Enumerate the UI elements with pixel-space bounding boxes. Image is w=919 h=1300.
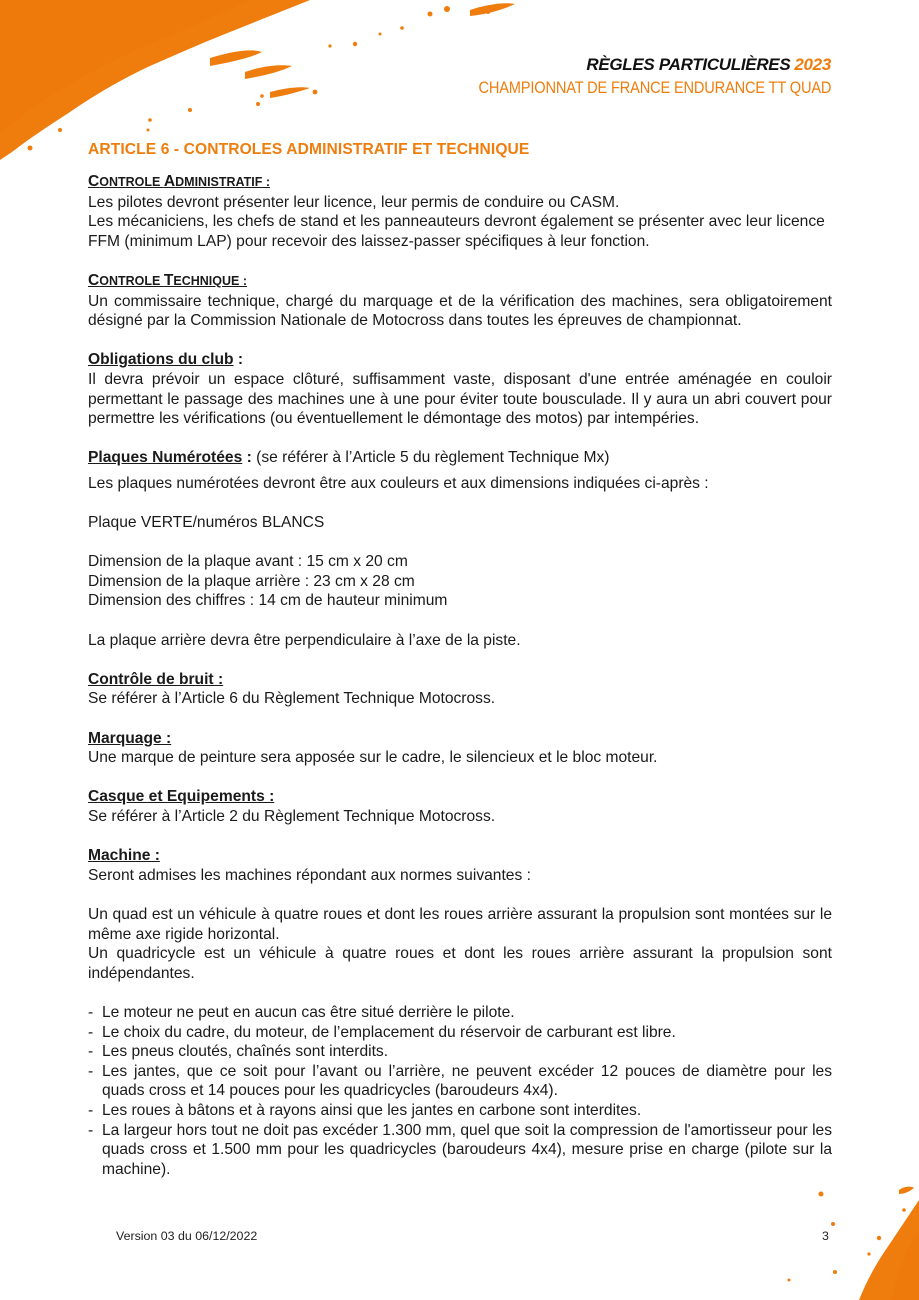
dimension-line: Dimension de la plaque arrière : 23 cm x 28 cm	[88, 572, 415, 590]
section-number-plates	[88, 448, 832, 650]
section-heading: Casque et Equipements :	[88, 788, 275, 806]
section-machine	[88, 846, 832, 1179]
section-heading: Obligations du club :	[88, 351, 244, 369]
paragraph: Un quadricycle est un véhicule à quatre roues et dont les roues arrière assurant la propulsion sont indépendantes.	[88, 945, 832, 982]
section-heading: Machine :	[88, 847, 160, 865]
section-marking	[88, 729, 832, 768]
list-item: - La largeur hors tout ne doit pas excéder 1.300 mm, quel que soit la compression de l'amortisseur pour les quads cross et 1.500 mm pour les quadricycles (baroudeurs 4x4), mesure prise en charge (pilote sur la machine).	[88, 1121, 832, 1180]
footer-page-number: 3	[822, 1229, 829, 1243]
article-body	[88, 172, 832, 1179]
paragraph: Plaque VERTE/numéros BLANCS	[88, 514, 325, 532]
list-item: - Le moteur ne peut en aucun cas être situé derrière le pilote.	[88, 1003, 832, 1023]
dimension-line: Dimension de la plaque avant : 15 cm x 20 cm	[88, 553, 408, 571]
section-tech-control	[88, 271, 832, 331]
list-item: - Les pneus cloutés, chaînés sont interdits.	[88, 1042, 832, 1062]
paragraph: Il devra prévoir un espace clôturé, suffisamment vaste, disposant d'une entrée aménagée en couloir permettant le passage des machines une à une pour éviter toute bousculade. Il y aura un abri couvert pour permettre les vérifications (ou éventuellement le démontage des motos) par intempéries.	[88, 370, 832, 428]
section-admin-control	[88, 172, 832, 251]
paragraph: Les plaques numérotées devront être aux couleurs et aux dimensions indiquées ci-après :	[88, 474, 709, 492]
list-item: - Le choix du cadre, du moteur, de l’emplacement du réservoir de carburant est libre.	[88, 1023, 832, 1043]
orange-splash-decoration-bottom	[749, 1180, 919, 1300]
dimension-line: Dimension des chiffres : 14 cm de hauteur minimum	[88, 592, 448, 610]
section-heading: CONTROLE TECHNIQUE :	[88, 271, 248, 289]
header-title	[421, 54, 831, 76]
article-title: ARTICLE 6 - CONTROLES ADMINISTRATIF ET TECHNIQUE	[88, 141, 530, 158]
header-subtitle: CHAMPIONNAT DE FRANCE ENDURANCE TT QUAD	[478, 78, 831, 97]
footer-version: Version 03 du 06/12/2022	[116, 1229, 258, 1243]
section-heading: Marquage :	[88, 729, 172, 747]
paragraph: Les mécaniciens, les chefs de stand et les panneauteurs devront également se présenter avec leur licence FFM (minimum LAP) pour recevoir des laissez-passer spécifiques à leur fonction.	[88, 213, 825, 250]
section-heading: Plaques Numérotées : (se référer à l’Article 5 du règlement Technique Mx)	[88, 449, 610, 467]
section-noise-control	[88, 670, 832, 709]
header-year: 2023	[794, 55, 831, 74]
paragraph: Un quad est un véhicule à quatre roues et dont les roues arrière assurant la propulsion sont montées sur le même axe rigide horizontal.	[88, 905, 832, 943]
section-club-obligations	[88, 350, 832, 428]
list-item: - Les jantes, que ce soit pour l’avant ou l’arrière, ne peuvent excéder 12 pouces de diamètre pour les quads cross et 14 pouces pour les quadricycles (baroudeurs 4x4).	[88, 1062, 832, 1101]
paragraph: Une marque de peinture sera apposée sur le cadre, le silencieux et le bloc moteur.	[88, 749, 658, 767]
header-title-text: RÈGLES PARTICULIÈRES	[586, 55, 791, 74]
paragraph: Les pilotes devront présenter leur licence, leur permis de conduire ou CASM.	[88, 193, 620, 211]
paragraph: Se référer à l’Article 6 du Règlement Technique Motocross.	[88, 690, 496, 708]
paragraph: La plaque arrière devra être perpendiculaire à l’axe de la piste.	[88, 631, 521, 649]
section-heading: Contrôle de bruit :	[88, 670, 224, 688]
section-helmet-equipment	[88, 787, 832, 826]
section-heading: CONTROLE ADMINISTRATIF :	[88, 173, 271, 190]
machine-rules-list	[88, 1003, 832, 1179]
paragraph: Un commissaire technique, chargé du marquage et de la vérification des machines, sera obligatoirement désigné par la Commission Nationale de Motocross dans toutes les épreuves de championnat.	[88, 292, 832, 330]
paragraph: Seront admises les machines répondant aux normes suivantes :	[88, 866, 531, 884]
paragraph: Se référer à l’Article 2 du Règlement Technique Motocross.	[88, 808, 496, 825]
list-item: - Les roues à bâtons et à rayons ainsi que les jantes en carbone sont interdites.	[88, 1101, 832, 1121]
page-header	[421, 54, 831, 100]
